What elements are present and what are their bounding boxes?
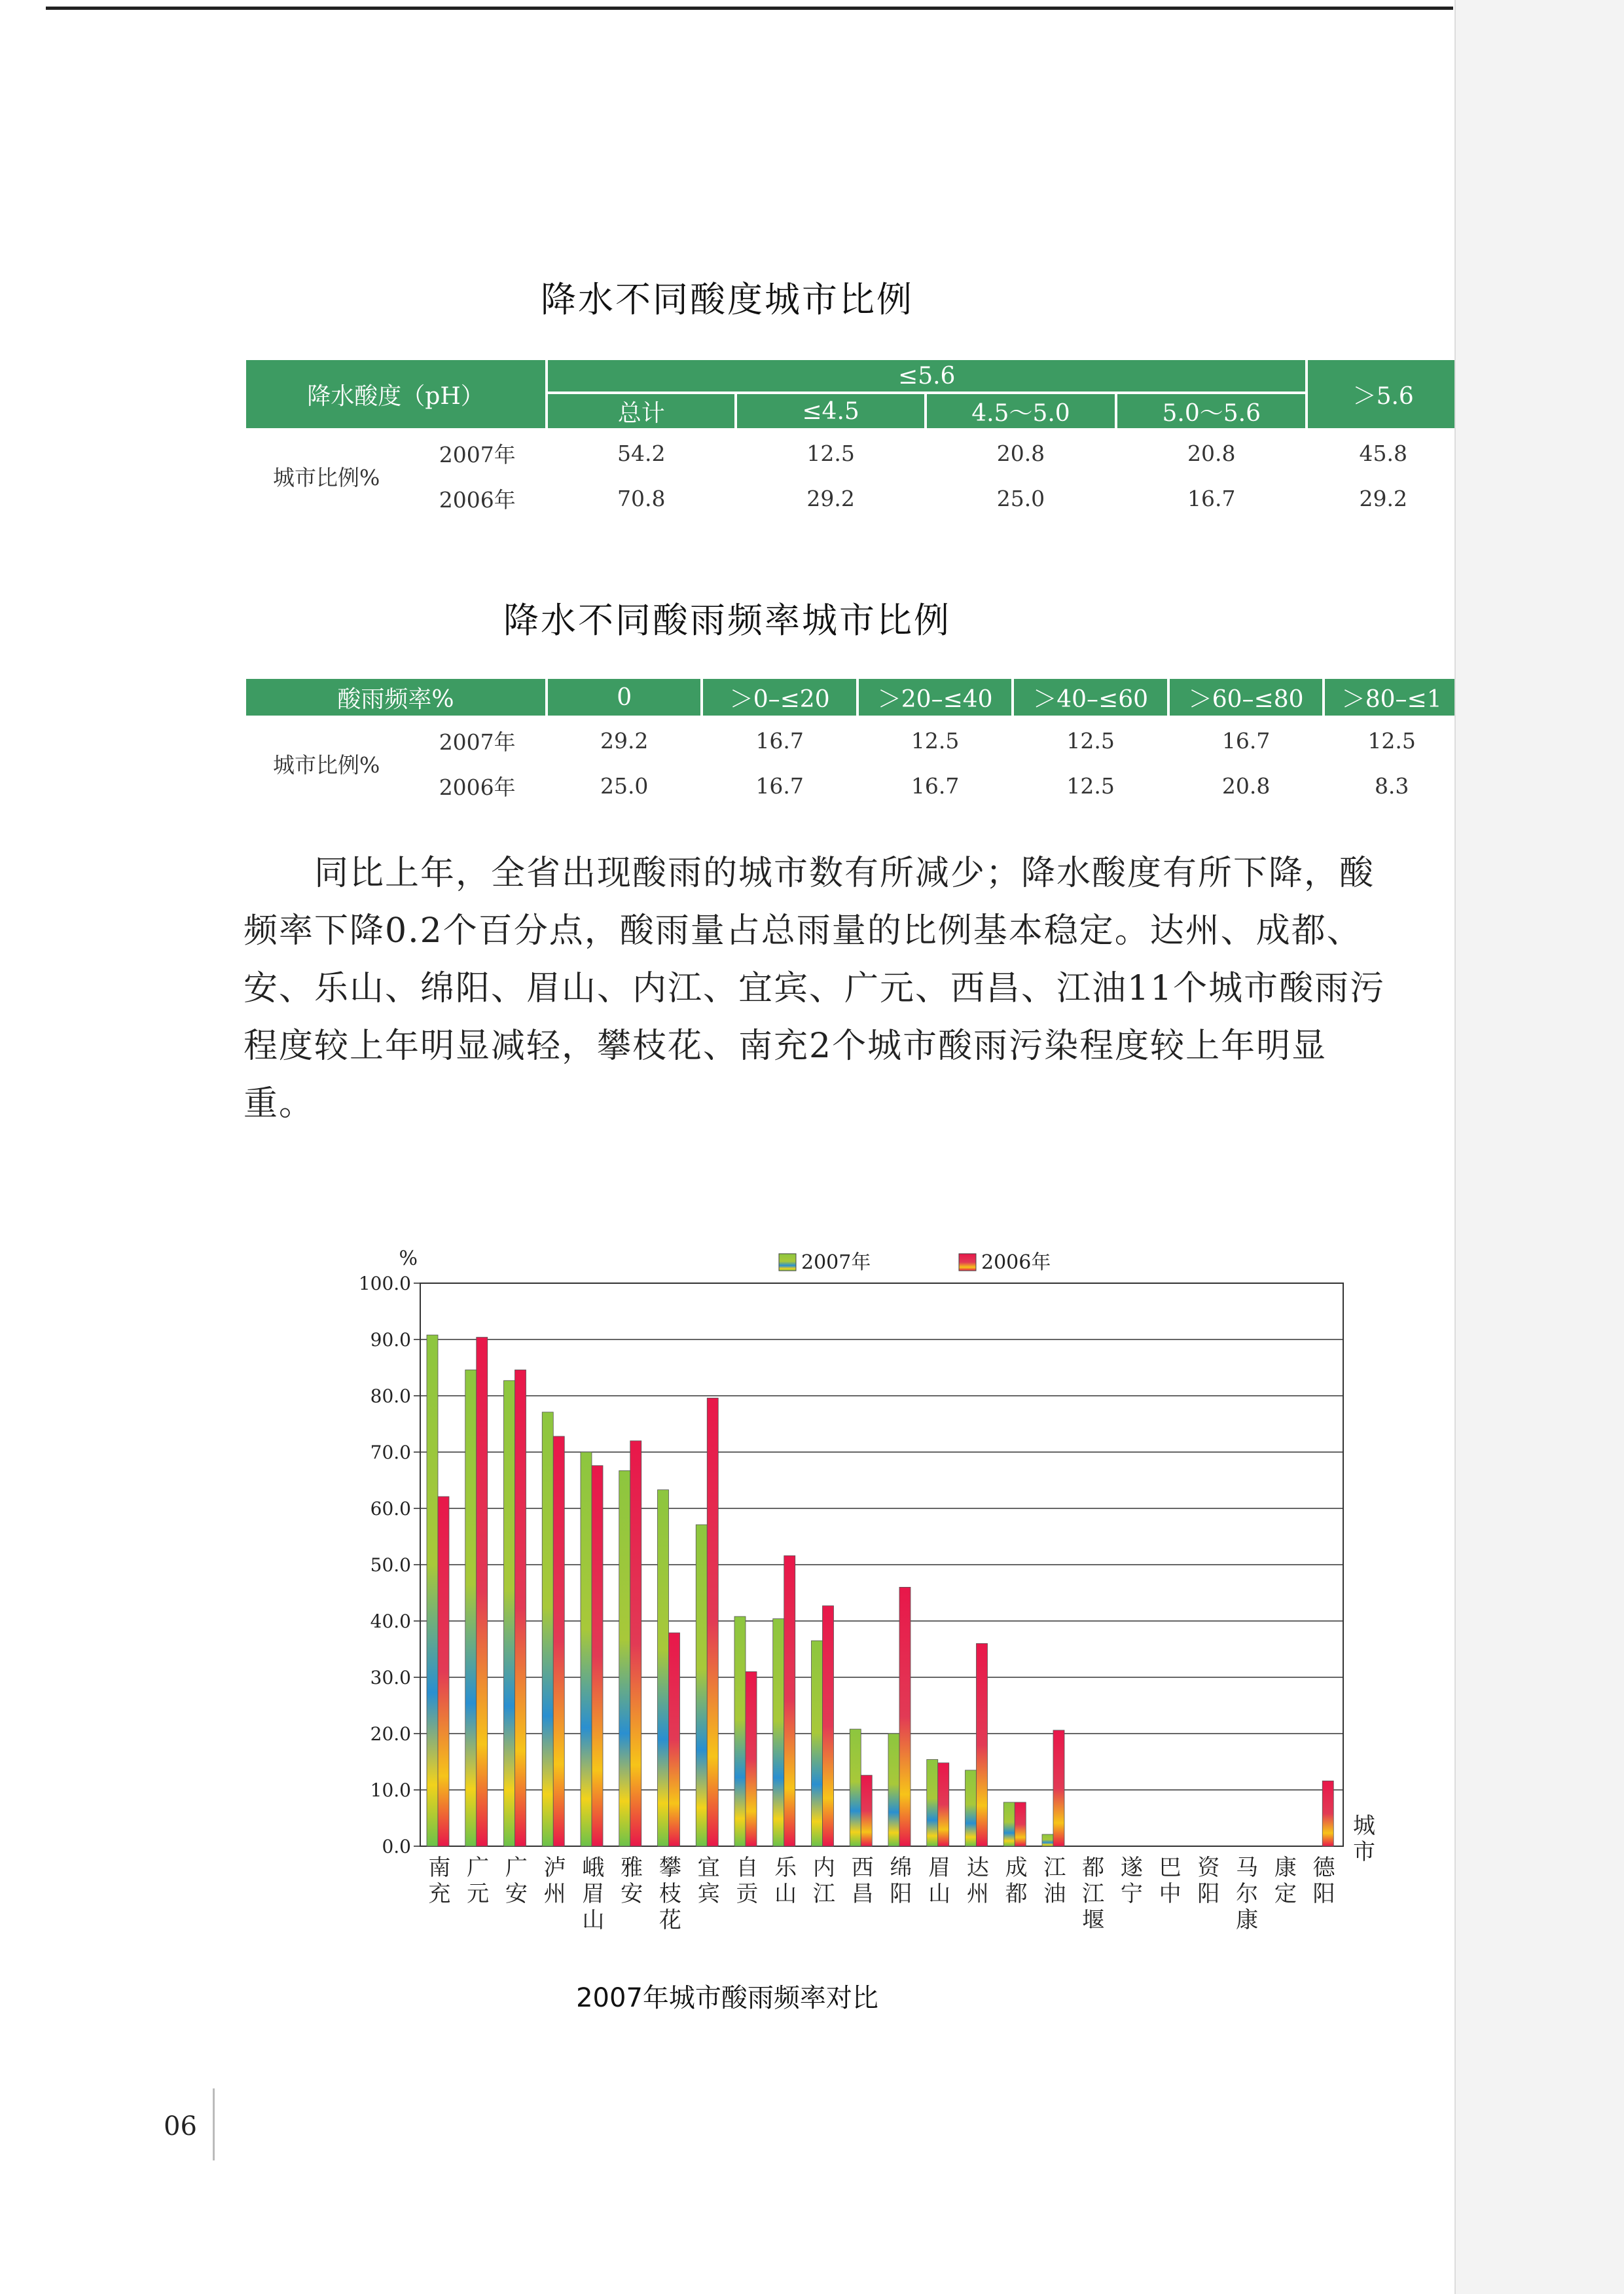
value-cell: 54.2 xyxy=(617,440,666,466)
y-tick-label: 10.0 xyxy=(370,1779,411,1801)
y-tick-label: 40.0 xyxy=(370,1611,411,1632)
category-label: 资 xyxy=(1197,1855,1220,1881)
category-label: 充 xyxy=(428,1881,451,1907)
bar-2006年 xyxy=(861,1775,872,1846)
category-label: 达 xyxy=(966,1855,989,1881)
bar-2006年 xyxy=(438,1497,449,1846)
category-label: 山 xyxy=(774,1881,797,1907)
category-label: 定 xyxy=(1274,1881,1297,1907)
category-label: 枝 xyxy=(659,1881,681,1907)
category-label: 州 xyxy=(543,1881,566,1907)
value-cell: 29.2 xyxy=(600,727,649,754)
category-label: 安 xyxy=(505,1881,528,1907)
bar-2007年 xyxy=(658,1490,669,1846)
bar-2007年 xyxy=(850,1729,861,1846)
frequency-head-label: 酸雨频率% xyxy=(245,678,547,717)
category-label: 广 xyxy=(505,1855,528,1881)
x-axis-label: 城 xyxy=(1353,1813,1375,1839)
y-tick-label: 30.0 xyxy=(370,1667,411,1688)
legend-swatch xyxy=(779,1254,796,1271)
category-label: 中 xyxy=(1159,1881,1182,1907)
value-cell: 70.8 xyxy=(617,485,666,511)
bar-2006年 xyxy=(746,1671,757,1846)
bar-2006年 xyxy=(938,1763,949,1846)
frequency-col-label: 0 xyxy=(547,678,702,717)
frequency-col-label: ＞60–≤80 xyxy=(1168,678,1324,717)
bar-2007年 xyxy=(965,1770,977,1846)
bar-2007年 xyxy=(427,1335,438,1846)
chart-caption: 2007年城市酸雨频率对比 xyxy=(576,1983,878,2013)
year-cell: 2006年 xyxy=(439,486,516,513)
bar-2007年 xyxy=(1042,1834,1053,1846)
legend-label: 2006年 xyxy=(981,1251,1051,1274)
y-tick-label: 80.0 xyxy=(370,1385,411,1407)
acidity-table xyxy=(244,357,1454,521)
acid-rain-chart xyxy=(340,1231,1414,1957)
bar-2007年 xyxy=(927,1760,938,1846)
value-cell: 45.8 xyxy=(1359,440,1407,466)
category-label: 堰 xyxy=(1082,1907,1105,1933)
bar-2007年 xyxy=(773,1619,784,1846)
category-label: 州 xyxy=(966,1881,989,1907)
value-cell: 12.5 xyxy=(1066,727,1115,754)
bar-2006年 xyxy=(1053,1730,1064,1846)
bar-2007年 xyxy=(1003,1802,1015,1846)
category-label: 阳 xyxy=(1312,1881,1335,1907)
value-cell: 25.0 xyxy=(600,773,649,799)
acidity-sub-label: 4.5～5.0 xyxy=(926,393,1116,429)
bar-2007年 xyxy=(581,1452,592,1846)
category-label: 元 xyxy=(467,1881,490,1907)
bar-2006年 xyxy=(630,1441,641,1846)
category-label: 宜 xyxy=(697,1855,720,1881)
year-cell: 2007年 xyxy=(439,441,516,467)
bar-2007年 xyxy=(542,1412,553,1846)
category-label: 江 xyxy=(812,1881,835,1907)
y-tick-label: 90.0 xyxy=(370,1329,411,1351)
category-label: 雅 xyxy=(621,1855,643,1881)
value-cell: 29.2 xyxy=(1359,485,1407,511)
table-row xyxy=(245,763,1454,809)
value-cell: 20.8 xyxy=(1221,773,1271,799)
category-label: 攀 xyxy=(659,1855,681,1881)
value-cell: 16.7 xyxy=(1221,727,1271,754)
acidity-last-label: ＞5.6 xyxy=(1307,359,1454,429)
category-label: 眉 xyxy=(582,1881,605,1907)
category-label: 康 xyxy=(1274,1855,1297,1881)
value-cell: 20.8 xyxy=(996,440,1045,466)
category-label: 绵 xyxy=(890,1855,912,1881)
value-cell: 12.5 xyxy=(1066,773,1115,799)
y-tick-label: 70.0 xyxy=(370,1442,411,1463)
legend-label: 2007年 xyxy=(801,1251,871,1274)
acidity-sub-label: 5.0～5.6 xyxy=(1116,393,1307,429)
scan-right-margin xyxy=(1454,0,1624,2294)
value-cell: 16.7 xyxy=(755,773,804,799)
table-row xyxy=(245,475,1454,521)
y-tick-label: 0.0 xyxy=(382,1836,411,1857)
bar-2007年 xyxy=(734,1616,746,1846)
category-label: 油 xyxy=(1043,1881,1066,1907)
y-tick-label: 100.0 xyxy=(358,1273,411,1294)
category-label: 阳 xyxy=(1197,1881,1220,1907)
value-cell: 25.0 xyxy=(996,485,1045,511)
bar-2006年 xyxy=(669,1633,680,1846)
category-label: 内 xyxy=(812,1855,835,1881)
bar-2006年 xyxy=(553,1436,564,1846)
category-label: 自 xyxy=(736,1855,759,1881)
acidity-group-label: ≤5.6 xyxy=(547,359,1307,393)
category-label: 马 xyxy=(1236,1855,1259,1881)
value-cell: 12.5 xyxy=(806,440,855,466)
value-cell: 20.8 xyxy=(1187,440,1236,466)
value-cell: 16.7 xyxy=(911,773,960,799)
category-label: 花 xyxy=(659,1907,681,1933)
table1-title: 降水不同酸度城市比例 xyxy=(541,279,914,320)
bar-2006年 xyxy=(977,1643,988,1846)
frequency-col-label: ＞0–≤20 xyxy=(702,678,857,717)
bar-2006年 xyxy=(899,1587,911,1846)
category-label: 昌 xyxy=(851,1881,874,1907)
y-tick-label: 60.0 xyxy=(370,1498,411,1520)
y-axis-label: % xyxy=(399,1247,418,1270)
bar-2006年 xyxy=(592,1466,603,1846)
value-cell: 16.7 xyxy=(755,727,804,754)
frequency-table xyxy=(244,676,1454,809)
value-cell: 8.3 xyxy=(1374,773,1409,799)
value-cell: 12.5 xyxy=(1367,727,1416,754)
row-label: 城市比例% xyxy=(273,464,380,490)
category-label: 眉 xyxy=(928,1855,951,1881)
category-label: 都 xyxy=(1082,1855,1105,1881)
bar-2006年 xyxy=(707,1398,718,1846)
row-label: 城市比例% xyxy=(273,752,380,778)
frequency-col-label: ＞40–≤60 xyxy=(1013,678,1168,717)
table-row xyxy=(245,717,1454,763)
category-label: 宾 xyxy=(697,1881,720,1907)
category-label: 泸 xyxy=(543,1855,566,1881)
bar-2007年 xyxy=(465,1370,477,1846)
body-paragraph: 同比上年，全省出现酸雨的城市数有所减少；降水酸度有所下降，酸 频率下降0.2个百分点，酸雨量占总雨量的比例基本稳定。达州、成都、 安、乐山、绵阳、眉山、内江、宜宾、广元、西昌、江油11个城市酸雨污 程度较上年明显减轻，攀枝花、南充2个城市酸雨污染程度较上年明显 重。 xyxy=(244,854,1386,1123)
category-label: 乐 xyxy=(774,1855,797,1881)
bar-2006年 xyxy=(823,1606,834,1846)
category-label: 都 xyxy=(1005,1881,1028,1907)
category-label: 遂 xyxy=(1120,1855,1143,1881)
bar-2007年 xyxy=(504,1381,515,1846)
category-label: 成 xyxy=(1005,1855,1028,1881)
y-tick-label: 20.0 xyxy=(370,1723,411,1745)
frequency-col-label: ＞80–≤1 xyxy=(1324,678,1454,717)
x-axis-label: 市 xyxy=(1353,1839,1375,1865)
year-cell: 2007年 xyxy=(439,729,516,755)
page-number-rule xyxy=(213,2088,215,2160)
page-number: 06 xyxy=(164,2111,197,2141)
category-label: 江 xyxy=(1043,1855,1066,1881)
table-row xyxy=(245,429,1454,475)
year-cell: 2006年 xyxy=(439,774,516,800)
category-label: 宁 xyxy=(1120,1881,1143,1907)
category-label: 贡 xyxy=(736,1881,759,1907)
bar-2007年 xyxy=(696,1525,707,1846)
acidity-sub-label: 总计 xyxy=(547,393,736,429)
acidity-head-label: 降水酸度（pH） xyxy=(245,359,547,429)
category-label: 阳 xyxy=(890,1881,912,1907)
category-label: 南 xyxy=(428,1855,451,1881)
category-label: 巴 xyxy=(1159,1855,1182,1881)
category-label: 德 xyxy=(1312,1855,1335,1881)
bar-2006年 xyxy=(477,1338,488,1846)
category-label: 广 xyxy=(467,1855,490,1881)
bar-2006年 xyxy=(515,1370,526,1846)
bar-2006年 xyxy=(1015,1802,1026,1846)
bar-2007年 xyxy=(888,1734,899,1846)
category-label: 安 xyxy=(621,1881,643,1907)
bar-2007年 xyxy=(812,1641,823,1846)
category-label: 江 xyxy=(1082,1881,1105,1907)
category-label: 西 xyxy=(851,1855,874,1881)
table2-title: 降水不同酸雨频率城市比例 xyxy=(503,600,951,641)
value-cell: 12.5 xyxy=(911,727,960,754)
category-label: 山 xyxy=(928,1881,951,1907)
category-label: 山 xyxy=(582,1907,605,1933)
bar-2006年 xyxy=(784,1556,795,1846)
legend-swatch xyxy=(959,1254,976,1271)
bar-2006年 xyxy=(1322,1781,1333,1846)
value-cell: 16.7 xyxy=(1187,485,1236,511)
category-label: 峨 xyxy=(582,1855,605,1881)
y-tick-label: 50.0 xyxy=(370,1554,411,1576)
acidity-sub-label: ≤4.5 xyxy=(736,393,925,429)
frequency-col-label: ＞20–≤40 xyxy=(857,678,1013,717)
category-label: 康 xyxy=(1236,1907,1259,1933)
category-label: 尔 xyxy=(1236,1881,1259,1907)
bar-2007年 xyxy=(619,1470,630,1846)
value-cell: 29.2 xyxy=(806,485,855,511)
